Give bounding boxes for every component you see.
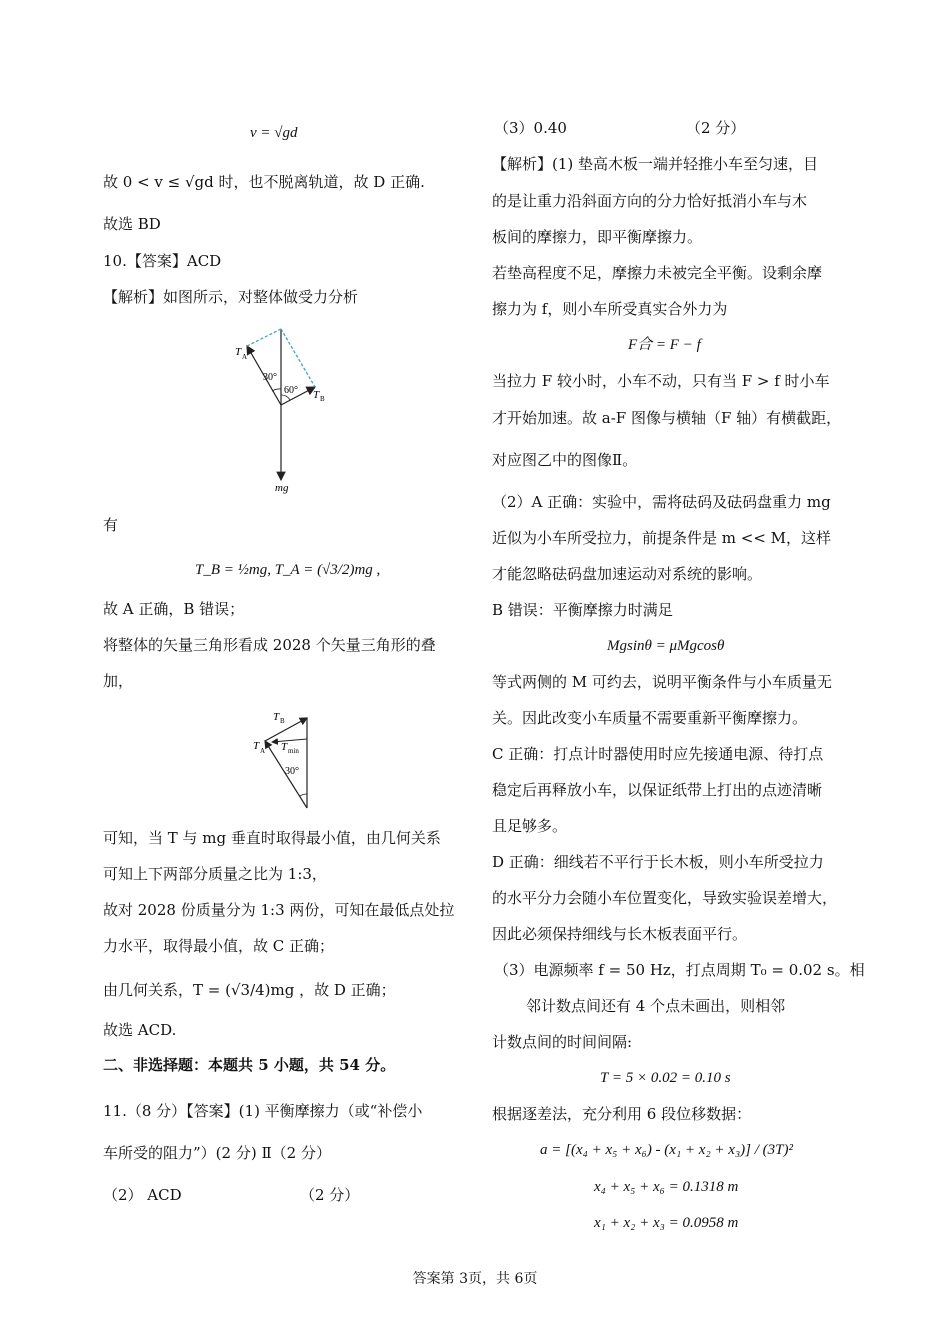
- text-line: 才开始加速。故 a-F 图像与横轴（F 轴）有横截距，: [492, 409, 842, 427]
- q10-answer: 10.【答案】ACD: [103, 252, 222, 270]
- text-line: 的水平分力会随小车位置变化，导致实验误差增大，: [492, 889, 838, 907]
- text-line: 当拉力 F 较小时，小车不动，只有当 F > f 时小车: [492, 372, 830, 390]
- section-heading: 二、非选择题：本题共 5 小题，共 54 分。: [103, 1056, 396, 1074]
- text-line: B 错误：平衡摩擦力时满足: [492, 601, 673, 619]
- text-line: 可知上下两部分质量之比为 1:3，: [103, 865, 327, 883]
- q10-analysis: 【解析】如图所示，对整体做受力分析: [103, 288, 359, 306]
- q11-answer-cont: 车所受的阻力”）(2 分) Ⅱ（2 分）: [103, 1144, 331, 1162]
- label-tb-sub: B: [280, 717, 285, 725]
- text-line: 根据逐差法，充分利用 6 段位移数据：: [492, 1105, 752, 1123]
- page-footer: 答案第 3页，共 6页: [412, 1271, 538, 1287]
- text-line: 板间的摩擦力，即平衡摩擦力。: [492, 228, 703, 246]
- equation-v: v = √gd: [250, 125, 298, 141]
- q11-answer: 11.（8 分）【答案】(1) 平衡摩擦力（或“补偿小: [103, 1102, 423, 1120]
- q11-part2: （2） ACD: [103, 1186, 182, 1204]
- angle-60-label: 60°: [284, 385, 298, 396]
- vector-triangle-diagram: [245, 706, 325, 812]
- equation-fnet: F合 = F − f: [628, 337, 701, 353]
- text-line: 对应图乙中的图像Ⅱ。: [492, 451, 638, 469]
- label-mg: mg: [275, 482, 289, 494]
- angle-arc: [272, 389, 281, 391]
- angle-30-label: 30°: [263, 372, 277, 383]
- label-ta: T: [253, 740, 260, 752]
- text-line: 故 0 < v ≤ √gd 时，也不脱离轨道，故 D 正确.: [103, 173, 425, 191]
- text-line: 故对 2028 份质量分为 1:3 两份，可知在最低点处拉: [103, 901, 455, 919]
- text-line: 稳定后再释放小车，以保证纸带上打出的点迹清晰: [492, 781, 823, 799]
- label-ta-sub: A: [260, 747, 266, 755]
- text-line: （3）电源频率 f = 50 Hz，打点周期 T₀ = 0.02 s。相: [494, 961, 865, 979]
- dashed-line: [247, 329, 281, 346]
- equation-sum456: x₄ + x₅ + x₆ = 0.1318 m: [594, 1179, 739, 1195]
- text-line: 故 A 正确，B 错误；: [103, 600, 245, 618]
- label-tmin: T: [281, 741, 288, 753]
- angle-30-label: 30°: [285, 766, 299, 777]
- label-ta-sub: A: [242, 353, 248, 361]
- text-line: 邻计数点间还有 4 个点未画出，则相邻: [526, 997, 786, 1015]
- text-line: 将整体的矢量三角形看成 2028 个矢量三角形的叠: [103, 636, 436, 654]
- label-ta: T: [235, 346, 242, 358]
- text-line: 因此必须保持细线与长木板表面平行。: [492, 925, 748, 943]
- q11-part3-score: （2 分）: [686, 119, 746, 137]
- label-tmin-sub: min: [288, 747, 299, 755]
- q11-part2-score: （2 分）: [300, 1186, 360, 1204]
- text-line: 关。因此改变小车质量不需要重新平衡摩擦力。: [492, 709, 808, 727]
- text-line: 由几何关系，T = (√3/4)mg ，故 D 正确；: [103, 981, 396, 999]
- text-line: 力水平，取得最小值，故 C 正确；: [103, 937, 335, 955]
- angle-arc: [300, 794, 307, 796]
- label-tb: T: [313, 389, 320, 401]
- text-line: D 正确：细线若不平行于长木板，则小车所受拉力: [492, 853, 824, 871]
- tb-arrow: [265, 718, 307, 741]
- text-line: 的是让重力沿斜面方向的分力恰好抵消小车与木: [492, 192, 808, 210]
- text-line: 才能忽略砝码盘加速运动对系统的影响。: [492, 565, 763, 583]
- equation-balance: Mgsinθ = μMgcosθ: [607, 638, 725, 654]
- text-line: 计数点间的时间间隔:: [492, 1033, 633, 1051]
- label-tb-sub: B: [320, 395, 325, 403]
- tmin-arrow: [272, 739, 307, 742]
- text-line: 等式两侧的 M 可约去，说明平衡条件与小车质量无: [492, 673, 832, 691]
- force-diagram: [225, 325, 335, 495]
- q11-part3: （3）0.40: [494, 119, 567, 137]
- equation-tension: T_B = ½mg, T_A = (√3/2)mg ,: [195, 562, 381, 578]
- text-line: C 正确：打点计时器使用时应先接通电源、待打点: [492, 745, 824, 763]
- equation-t: T = 5 × 0.02 = 0.10 s: [600, 1070, 731, 1086]
- equation-a: a = [(x₄ + x₅ + x₆) - (x₁ + x₂ + x₃)] / (3T)²: [540, 1142, 793, 1158]
- label-tb: T: [273, 711, 280, 723]
- dashed-line: [281, 329, 315, 387]
- text-line: 加，: [103, 672, 134, 690]
- text-line: 可知，当 T 与 mg 垂直时取得最小值，由几何关系: [103, 829, 441, 847]
- text-line: 有: [103, 516, 119, 534]
- text-line: 故选 ACD.: [103, 1021, 177, 1039]
- equation-sum123: x₁ + x₂ + x₃ = 0.0958 m: [594, 1215, 739, 1231]
- text-line: 且足够多。: [492, 817, 568, 835]
- text-line: 近似为小车所受拉力，前提条件是 m << M，这样: [492, 529, 832, 547]
- text-line: 【解析】(1) 垫高木板一端并轻推小车至匀速，目: [492, 155, 819, 173]
- text-line: （2）A 正确：实验中，需将砝码及砝码盘重力 mg: [492, 493, 831, 511]
- text-line: 故选 BD: [103, 215, 161, 233]
- text-line: 擦力为 f，则小车所受真实合外力为: [492, 300, 728, 318]
- text-line: 若垫高程度不足，摩擦力未被完全平衡。设剩余摩: [492, 264, 823, 282]
